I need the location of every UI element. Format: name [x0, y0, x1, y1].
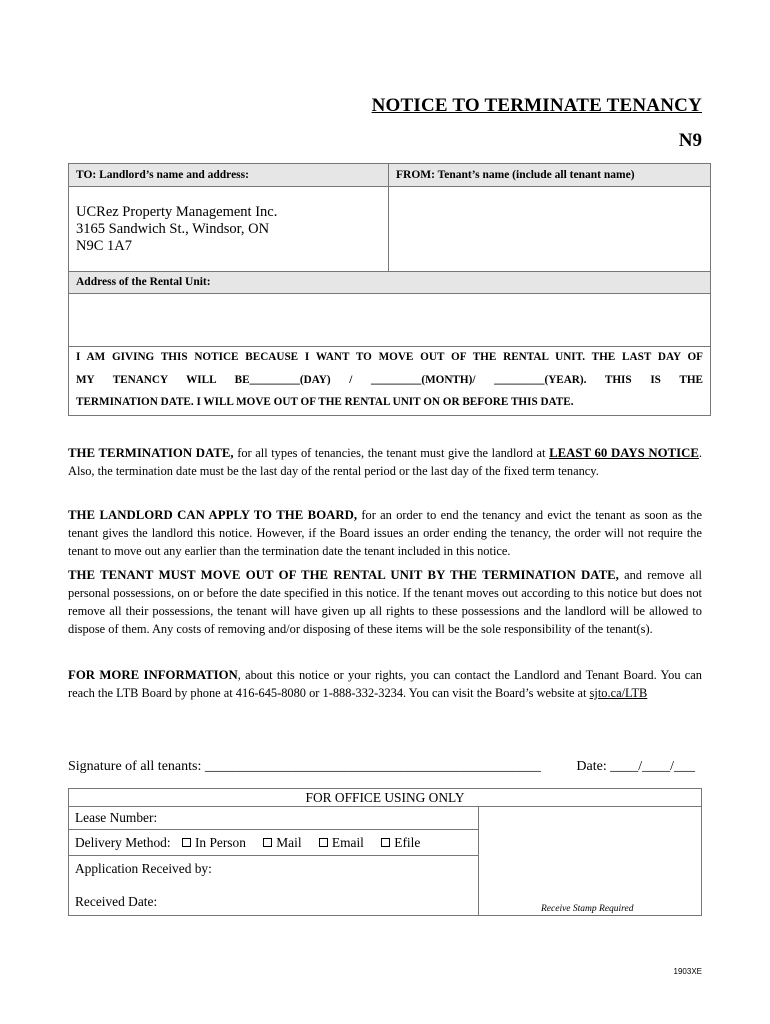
form-code: N9 [678, 130, 702, 151]
received-date-label: Received Date: [75, 894, 158, 909]
tenant-name-field[interactable] [388, 186, 711, 272]
notice-statement-cell [68, 346, 711, 416]
signature-row [68, 759, 702, 775]
signature-line[interactable]: Signature of all tenants: ________________________________________________ [68, 759, 541, 774]
paragraph-text: for an order to end the tenancy and evict the tenant as soon as the tenant gives the landlord this notice. However, if the Board issues an order ending the tenancy, the order will not require the tenant to move out any earlier than the termination date the tenant included in this notice. [68, 508, 702, 558]
delivery-option-efile[interactable] [381, 835, 420, 850]
termination-date-lead: THE TERMINATION DATE, [68, 446, 234, 460]
notice-statement [76, 346, 703, 414]
notice-line: I AM GIVING THIS NOTICE BECAUSE I WANT TO MOVE OUT OF THE RENTAL UNIT. THE LAST DAY OF [76, 351, 703, 363]
delivery-option-label: In Person [194, 835, 246, 850]
office-header: FOR OFFICE USING ONLY [305, 790, 465, 805]
termination-date-paragraph [68, 444, 702, 480]
form-title: NOTICE TO TERMINATE TENANCY [371, 95, 702, 116]
checkbox-icon[interactable] [319, 838, 328, 847]
office-header-cell [68, 788, 702, 807]
delivery-option-in-person[interactable] [182, 835, 246, 850]
office-stamp-cell [478, 806, 702, 916]
notice-period: LEAST 60 DAYS NOTICE [549, 446, 699, 460]
notice-line: MY TENANCY WILL BE_________(DAY) / _________(MONTH)/ _________(YEAR). THIS IS THE [76, 373, 703, 386]
from-header-cell [388, 163, 711, 187]
application-received-label: Application Received by: [75, 861, 212, 876]
office-divider [68, 855, 479, 856]
to-label: TO: Landlord’s name and address: [76, 169, 249, 181]
paragraph-text: , about this notice or your rights, you can contact the Landlord and Tenant Board. You can reach the LTB Board by phone at 416-645-8080 or 1-888-332-3234. You can visit the Board’s website at [68, 668, 702, 700]
landlord-apply-lead: THE LANDLORD CAN APPLY TO THE BOARD, [68, 508, 358, 522]
landlord-address [76, 204, 277, 255]
more-info-paragraph [68, 666, 702, 702]
stamp-note: Receive Stamp Required [541, 904, 634, 914]
landlord-address-line: 3165 Sandwich St., Windsor, ON [76, 221, 270, 237]
delivery-option-label: Efile [394, 835, 421, 850]
more-info-lead: FOR MORE INFORMATION [68, 668, 238, 682]
delivery-option-label: Email [331, 835, 364, 850]
office-divider [68, 829, 479, 830]
move-out-lead: THE TENANT MUST MOVE OUT OF THE RENTAL UNIT BY THE TERMINATION DATE, [68, 568, 619, 582]
landlord-address-cell [68, 186, 389, 272]
delivery-method-row [75, 835, 420, 851]
lease-number-label: Lease Number: [75, 810, 158, 825]
checkbox-icon[interactable] [182, 838, 191, 847]
from-label: FROM: Tenant’s name (include all tenant name) [396, 169, 635, 181]
delivery-option-email[interactable] [319, 835, 364, 850]
delivery-method-label: Delivery Method: [75, 835, 171, 850]
rental-unit-header-cell [68, 271, 711, 294]
delivery-option-label: Mail [276, 835, 302, 850]
paragraph-text: and remove all personal possessions, on or before the date specified in this notice. If the tenant moves out according to this notice but does not remove all their possessions, the tenant will have given up all rights to these possessions and the landlord will be allowed to dispose of them. Any costs of removing and/or disposing of these items will be the sole responsibility of the tenant(s). [68, 568, 702, 636]
landlord-address-line: UCRez Property Management Inc. [76, 204, 278, 220]
rental-unit-address-field[interactable] [68, 293, 711, 347]
delivery-option-mail[interactable] [263, 835, 301, 850]
checkbox-icon[interactable] [381, 838, 390, 847]
rental-unit-label: Address of the Rental Unit: [76, 276, 211, 288]
paragraph-text: for all types of tenancies, the tenant must give the landlord at [233, 446, 550, 460]
landlord-apply-paragraph [68, 506, 702, 560]
move-out-paragraph [68, 566, 702, 638]
to-header-cell [68, 163, 389, 187]
ltb-website-link[interactable]: sjto.ca/LTB [589, 686, 648, 700]
paragraph-text: . Also, the termination date must be the last day of the rental period or the last day of the fixed term tenancy. [68, 446, 702, 478]
signature-date[interactable]: Date: ____/____/___ [576, 759, 695, 774]
checkbox-icon[interactable] [263, 838, 272, 847]
form-version-code: 1903XE [673, 967, 702, 976]
landlord-address-line: N9C 1A7 [76, 238, 132, 254]
notice-line: TERMINATION DATE. I WILL MOVE OUT OF THE RENTAL UNIT ON OR BEFORE THIS DATE. [76, 396, 574, 408]
